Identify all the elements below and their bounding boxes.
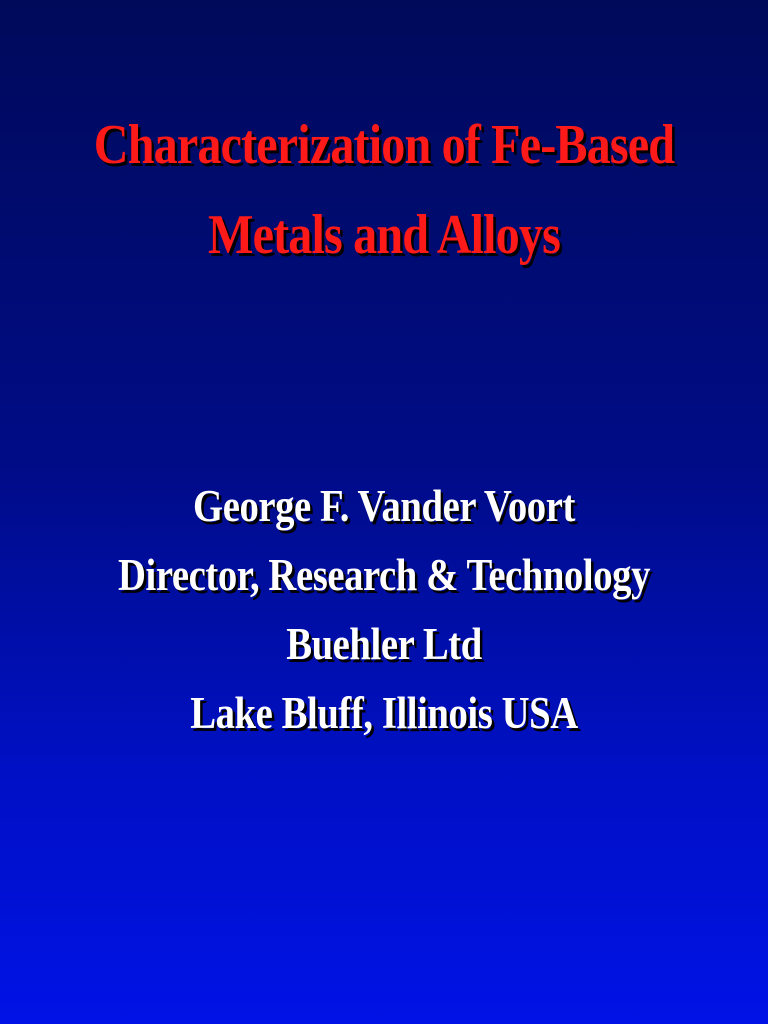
slide-title (54, 100, 714, 280)
author-block (54, 472, 714, 748)
author-location: Lake Bluff, Illinois USA (190, 688, 578, 738)
title-line-1: Characterization of Fe-Based (93, 114, 675, 176)
author-name: George F. Vander Voort (193, 481, 575, 531)
author-position: Director, Research & Technology (117, 550, 650, 600)
title-line-2: Metals and Alloys (208, 204, 560, 266)
author-company: Buehler Ltd (286, 619, 482, 669)
